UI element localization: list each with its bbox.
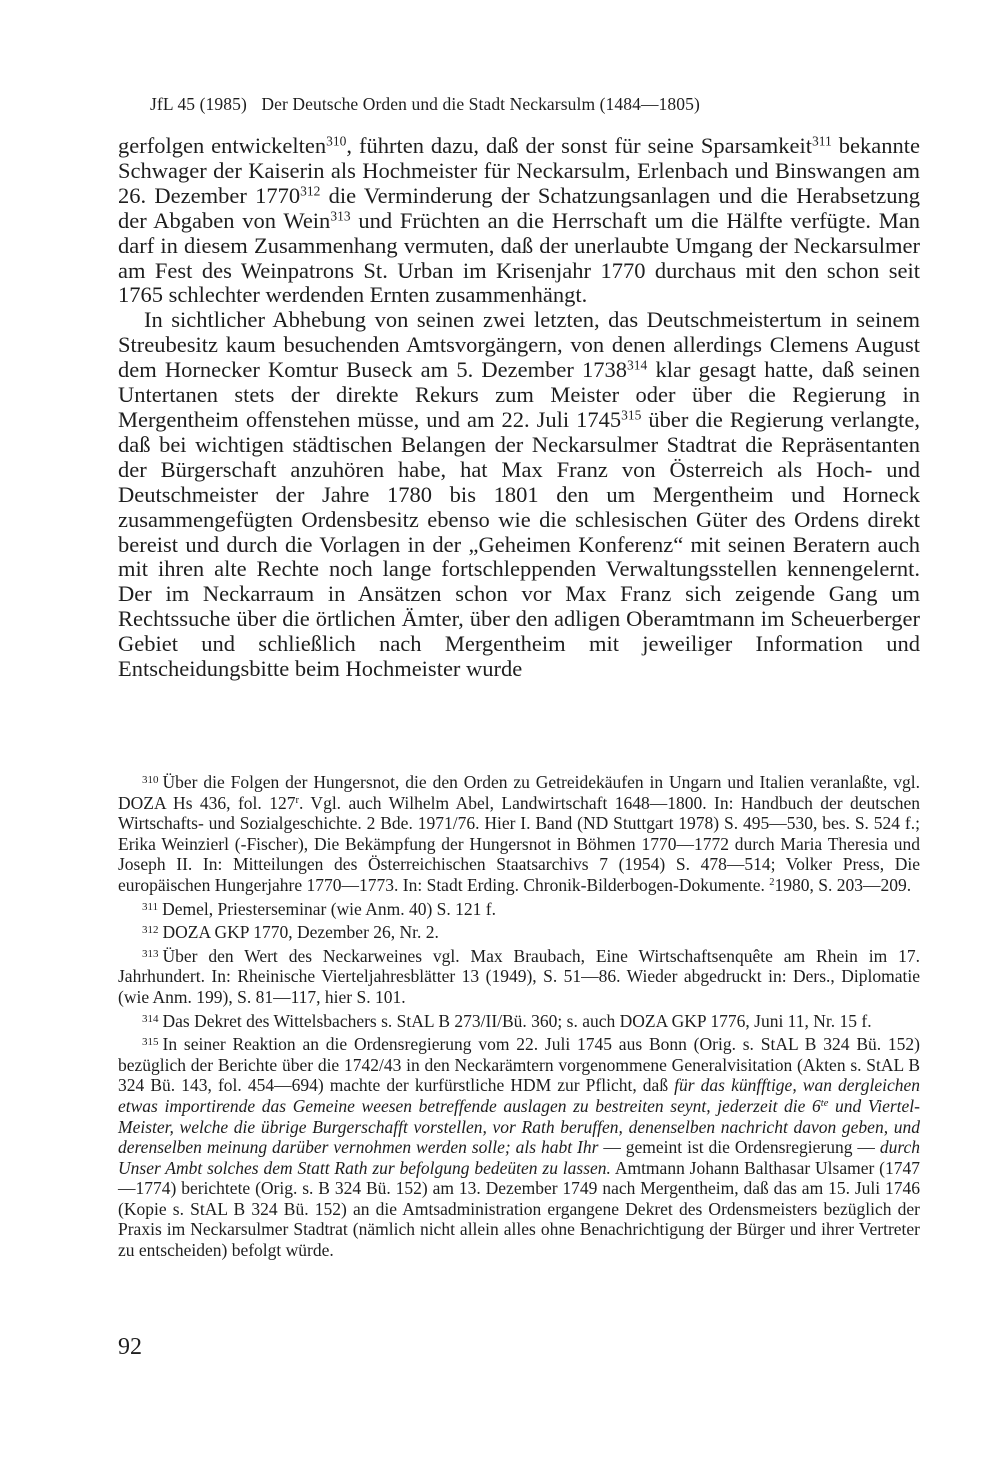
footnote-number: 314: [142, 1012, 159, 1025]
footnote-314: [118, 1009, 920, 1032]
note-reference: 311: [812, 133, 832, 149]
page-number: 92: [118, 1334, 142, 1360]
footnote-313: [118, 944, 920, 1008]
footnotes: [118, 770, 920, 1262]
body-paragraph-2: In sichtlicher Abhebung von seinen zwei letzten, das Deutschmeistertum in seinem Streubesitz kaum besuchenden Amtsvorgängern, von denen allerdings Clemens August dem Hornecker Komtur Buseck am 5. Dezember 1738$^{314}$ klar gesagt hatte, daß seinen Untertanen stets der direkte Rekurs zum Meister oder über die Regierung in Mergentheim offenstehen müsse, und am 22. Juli 1745$^{315}$ über die Regierung verlangte, daß bei wichtigen städtischen Belangen der Neckarsulmer Stadtrat die Repräsentanten der Bürgerschaft anzuhören habe, hat Max Franz von Österreich als Hoch- und Deutschmeister der Jahre 1780 bis 1801 den um Mergentheim und Horneck zusammengefügten Ordensbesitz ebenso wie die schlesischen Güter des Ordens direkt bereist und durch die Vorlagen in der „Geheimen Konferenz“ mit seinen Beratern auch mit ihren alte Rechte noch lange fortschleppenden Verwaltungsstellen kennengelernt. Der im Neckarraum in Ansätzen schon vor Max Franz sich zeigende Gang um Rechtssuche über die örtlichen Ämter, über den adligen Oberamtmann im Scheuerberger Gebiet und schließlich nach Mergentheim mit jeweiliger Information und Entscheidungsbitte beim Hochmeister wurde: [118, 307, 920, 682]
note-reference: 2: [769, 877, 775, 889]
footnote-number: 312: [142, 924, 159, 937]
note-reference: 310: [326, 133, 347, 149]
footnote-text: Über den Wert des Neckarweines vgl. Max Braubach, Eine Wirtschaftsenquête am Rhein im 17. Jahrhundert. In: Rheinische Vierteljahresblätter 13 (1949), S. 51—86. Wieder abgedruckt in: Ders., Diplomatie (wie Anm. 199), S. 81—117, hier S. 101.: [118, 945, 920, 1007]
footnote-315: [118, 1032, 920, 1261]
footnote-text: Über die Folgen der Hungersnot, die den Orden zu Getreidekäufen in Ungarn und Italien veranlaßte, vgl. DOZA Hs 436, fol. 127$^r$. Vgl. auch Wilhelm Abel, Landwirtschaft 1648—1800. In: Handbuch der deutschen Wirtschafts- und Sozialgeschichte. 2 Bde. 1971/76. Hier I. Band (ND Stuttgart 1978) S. 495—530, bes. S. 524 f.; Erika Weinzierl (-Fischer), Die Bekämpfung der Hungersnot in Böhmen 1770—1772 durch Maria Theresia und Joseph II. In: Mitteilungen des Österreichischen Staatsarchivs 7 (1954) S. 478—514; Volker Press, Die europäischen Hungerjahre 1770—1773. In: Stadt Erding. Chronik-Bilderbogen-Dokumente. $^2$1980, S. 203—209.: [118, 772, 920, 895]
body-paragraph-1: gerfolgen entwickelten$^{310}$, führten dazu, daß der sonst für seine Sparsamkeit$^{311}$ bekannte Schwager der Kaiserin als Hochmeister für Neckarsulm, Erlenbach und Binswangen am 26. Dezember 1770$^{312}$ die Verminderung der Schatzungsanlagen und die Herabsetzung der Abgaben von Wein$^{313}$ und Früchten an die Herrschaft um die Hälfte verfügte. Man darf in diesem Zusammenhang vermuten, daß der unerlaubte Umgang der Neckarsulmer am Fest des Weinpatrons St. Urban im Krisenjahr 1770 durchaus mit den schon seit 1765 schlechter werdenden Ernten zusammenhängt.: [118, 133, 920, 308]
footnote-text: Demel, Priesterseminar (wie Anm. 40) S. 121 f.: [162, 898, 496, 919]
note-reference: 313: [330, 208, 351, 224]
footnote-text: Das Dekret des Wittelsbachers s. StAL B 273/II/Bü. 360; s. auch DOZA GKP 1776, Juni 11, Nr. 15 f.: [162, 1010, 872, 1031]
note-reference: 315: [621, 407, 642, 423]
running-header: [150, 94, 710, 115]
italic-superscript: te: [820, 1098, 829, 1110]
note-reference: r: [295, 794, 299, 806]
footnote-number: 310: [142, 774, 159, 786]
footnote-number: 315: [142, 1036, 159, 1049]
footnote-312: [118, 920, 920, 943]
footnote-310: [118, 770, 920, 896]
journal-citation: JfL 45 (1985): [150, 94, 247, 114]
footnote-text: DOZA GKP 1770, Dezember 26, Nr. 2.: [162, 922, 439, 943]
main-text: [118, 134, 920, 682]
note-reference: 314: [627, 357, 648, 373]
footnote-text: In seiner Reaktion an die Ordensregierung vom 22. Juli 1745 aus Bonn (Orig. s. StAL B 324 Bü. 152) bezüglich der Berichte über die 1742/43 in den Neckarämtern vorgenommene Generalvisitation (Akten s. StAL B 324 Bü. 143, fol. 454—694) machte der kurfürstliche HDM zur Pflicht, daß für das künfftige, wan dergleichen etwas importirende das Gemeine weesen betreffende auslagen zu bestreiten seynt, jederzeit die $6^{te}$ und Viertel-Meister, welche die übrige Burgerschafft vorstellen, vor Rath beruffen, denenselben nachricht davon geben, und derenselben meinung darüber vernohmen werden solle; als habt Ihr — gemeint ist die Ordensregierung — durch Unser Ambt solches dem Statt Rath zur befolgung bedeüten zu lassen. Amtmann Johann Balthasar Ulsamer (1747—1774) berichtete (Orig. s. B 324 Bü. 152) am 13. Dezember 1749 nach Mergentheim, daß das am 15. Juli 1746 (Kopie s. StAL B 324 Bü. 152) an die Amtsadministration ergangene Dekret des Ordensmeisters bezüglich der Praxis im Neckarsulmer Stadtrat (nämlich nicht allein alles ohne Benachrichtigung der Bürger und ihrer Vertreter zu entscheiden) befolgt würde.: [118, 1034, 920, 1261]
italic-quote: und Viertel-Meister, welche die übrige Burgerschafft vorstellen, vor Rath beruffen, denenselben nachricht davon geben, und derenselben meinung darüber vernohmen werden solle; als habt Ihr: [118, 1095, 920, 1158]
footnote-number: 311: [142, 900, 159, 913]
italic-quote: durch Unser Ambt solches dem Statt Rath zur befolgung bedeüten zu lassen.: [118, 1137, 920, 1178]
footnote-311: [118, 897, 920, 920]
italic-quote: für das künfftige, wan dergleichen etwas importirende das Gemeine weesen betreffende auslagen zu bestreiten seynt, jederzeit die 6: [118, 1075, 920, 1116]
note-reference: 312: [300, 183, 321, 199]
running-title: Der Deutsche Orden und die Stadt Neckarsulm (1484—1805): [261, 94, 700, 114]
footnote-number: 313: [142, 947, 159, 960]
